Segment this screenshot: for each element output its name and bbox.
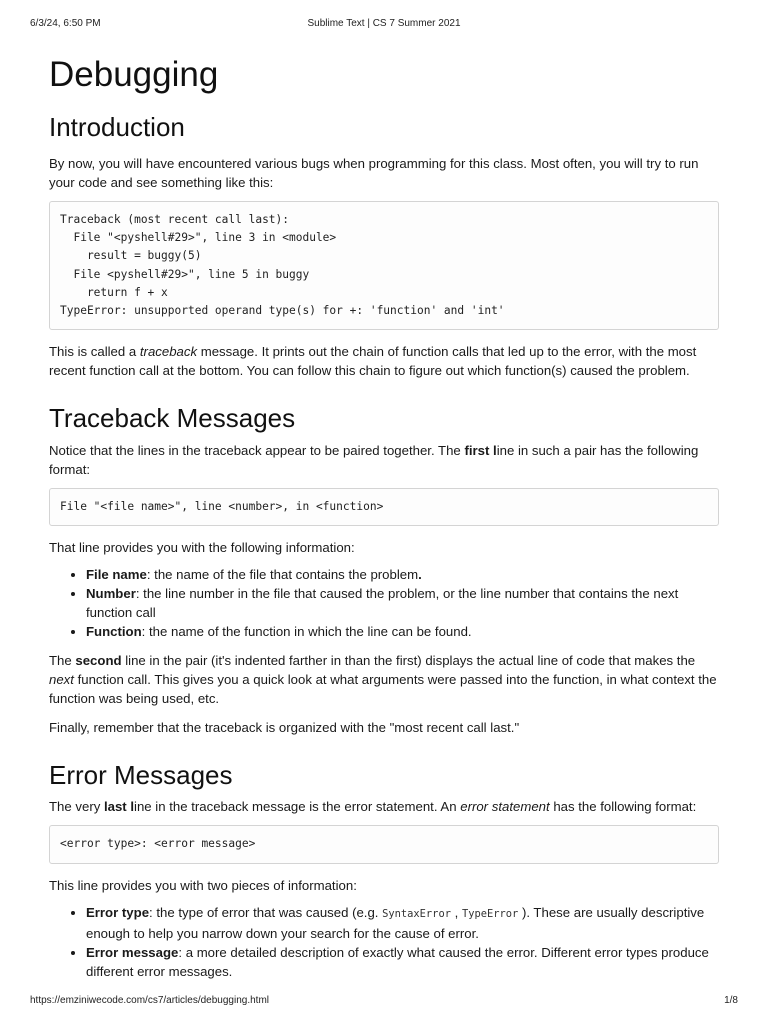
code-line: return f + x: [60, 285, 168, 299]
print-date: 6/3/24, 6:50 PM: [30, 18, 101, 29]
article-content: [49, 50, 719, 981]
error-info-intro-paragraph: This line provides you with two pieces of information:: [49, 877, 357, 893]
page-title: Debugging: [49, 55, 219, 94]
recent-call-paragraph: Finally, remember that the traceback is organized with the "most recent call last.": [49, 720, 520, 736]
section-heading-introduction: Introduction: [49, 112, 185, 142]
code-line: Traceback (most recent call last):: [60, 213, 290, 226]
traceback-info-list: [49, 565, 719, 641]
print-header: [30, 18, 738, 32]
second-line-paragraph: The second line in the pair (it's indented farther in than the first) displays the actual line of code that makes the next function call. This gives you a quick look at what arguments were passed into the function, in what context the function was being used, etc.: [49, 653, 717, 707]
code-line: File "<pyshell#29>", line 3 in <module>: [60, 231, 337, 245]
code-line: TypeError: unsupported operand type(s) for +: 'function' and 'int': [60, 304, 505, 318]
print-url: https://emziniwecode.com/cs7/articles/debugging.html: [30, 995, 270, 1006]
print-footer: [30, 995, 738, 1009]
traceback-pairs-paragraph: Notice that the lines in the traceback appear to be paired together. The first line in such a pair has the following format:: [49, 443, 699, 478]
info-intro-paragraph: That line provides you with the following information:: [49, 540, 355, 556]
traceback-explanation-paragraph: This is called a traceback message. It prints out the chain of function calls that led up to the error, with the most recent function call at the bottom. You can follow this chain to figure out which function(s) caused the problem.: [49, 344, 697, 379]
error-statement-paragraph: The very last line in the traceback message is the error statement. An error statement has the following format:: [49, 799, 697, 815]
code-line: File <pyshell#29>", line 5 in buggy: [60, 267, 310, 281]
page-number: 1/8: [724, 995, 738, 1006]
list-item: • Function: the name of the function in which the line can be found.: [86, 622, 719, 641]
error-format-code-block: <error type>: <error message>: [49, 825, 719, 863]
code-line: result = buggy(5): [60, 249, 202, 263]
list-item: • Error type: the type of error that was caused (e.g. SyntaxError , TypeError ). These are usually descriptive enough to help you narrow down your search for the cause of error.: [86, 903, 719, 943]
list-item: • Number: the line number in the file that caused the problem, or the line number that contains the next function call: [86, 584, 719, 622]
list-item: • File name: the name of the file that contains the problem.: [86, 565, 719, 584]
intro-paragraph: By now, you will have encountered various bugs when programming for this class. Most often, you will try to run your code and see something like this:: [49, 156, 699, 190]
section-heading-traceback-messages: Traceback Messages: [49, 403, 296, 434]
error-info-list: [49, 903, 719, 981]
traceback-format-code-block: File "<file name>", line <number>, in <function>: [49, 488, 719, 526]
list-item: • Error message: a more detailed description of exactly what caused the error. Different error types produce different error messages.: [86, 943, 719, 981]
traceback-code-block: [49, 201, 719, 330]
print-document-title: Sublime Text | CS 7 Summer 2021: [307, 18, 461, 29]
section-heading-error-messages: Error Messages: [49, 760, 233, 791]
